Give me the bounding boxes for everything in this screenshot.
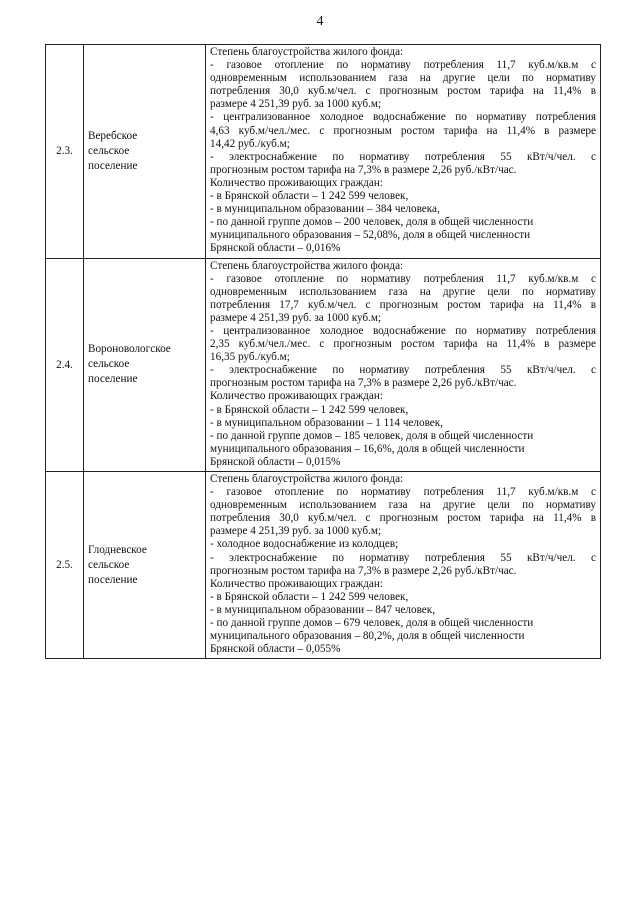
settlement-name-line: поселение [88, 159, 138, 172]
settlement-name-line: Вороновологское [88, 343, 171, 356]
description-line: 14,42 руб./куб.м; [210, 137, 290, 150]
description-line: - в Брянской области – 1 242 599 человек, [210, 403, 409, 416]
description-line: Брянской области – 0,016% [210, 242, 341, 255]
description-line: Степень благоустройства жилого фонда: [210, 259, 404, 272]
settlement-name-line: Глодневское [88, 543, 147, 556]
description-line: - в муниципальном образовании – 1 114 человек, [210, 416, 443, 429]
description-line: прогнозным ростом тарифа на 7,3% в размере 2,26 руб./кВт/час. [210, 163, 517, 176]
description-line: размере 4 251,39 руб. за 1000 куб.м; [210, 525, 382, 538]
settlement-name [84, 45, 206, 259]
housing-description [206, 45, 601, 259]
row-number: 2.5. [46, 472, 84, 659]
settlement-name [84, 258, 206, 472]
description-line: Количество проживающих граждан: [210, 577, 383, 590]
description-line: прогнозным ростом тарифа на 7,3% в размере 2,26 руб./кВт/час. [210, 564, 517, 577]
description-line: - централизованное холодное водоснабжение по нормативу потребления [210, 111, 596, 124]
description-line: - электроснабжение по нормативу потребления 55 кВт/ч/чел. с [210, 364, 596, 377]
description-line: - газовое отопление по нормативу потребления 11,7 куб.м/кв.м с [210, 272, 596, 285]
description-line: прогнозным ростом тарифа на 7,3% в размере 2,26 руб./кВт/час. [210, 377, 517, 390]
description-line: - по данной группе домов – 185 человек, доля в общей численности [210, 429, 534, 442]
table-row [46, 258, 601, 472]
housing-description [206, 472, 601, 659]
description-line: Количество проживающих граждан: [210, 176, 383, 189]
description-line: - газовое отопление по нормативу потребления 11,7 куб.м/кв.м с [210, 486, 596, 499]
description-line: 16,35 руб./куб.м; [210, 351, 290, 364]
settlement-name-line: Веребское [88, 129, 138, 142]
settlement-name-line: сельское [88, 358, 130, 371]
description-line: потребления 30,0 куб.м/чел. с прогнозным ростом тарифа на 11,4% в [210, 85, 596, 98]
description-line: потребления 17,7 куб.м/чел. с прогнозным ростом тарифа на 11,4% в [210, 298, 596, 311]
description-line: - холодное водоснабжение из колодцев; [210, 538, 399, 551]
description-line: - централизованное холодное водоснабжение по нормативу потребления [210, 324, 596, 337]
description-line: размере 4 251,39 руб. за 1000 куб.м; [210, 311, 382, 324]
settlement-name-line: поселение [88, 373, 138, 386]
description-line: одновременным использованием газа на другие цели по нормативу [210, 499, 596, 512]
description-line: Брянской области – 0,055% [210, 643, 341, 656]
description-line: - газовое отопление по нормативу потребления 11,7 куб.м/кв.м с [210, 59, 596, 72]
table-row [46, 472, 601, 659]
description-line: - электроснабжение по нормативу потребления 55 кВт/ч/чел. с [210, 551, 596, 564]
description-line: - в муниципальном образовании – 384 человека, [210, 203, 440, 216]
description-line: - в Брянской области – 1 242 599 человек, [210, 590, 409, 603]
description-line: Степень благоустройства жилого фонда: [210, 473, 404, 485]
description-line: одновременным использованием газа на другие цели по нормативу [210, 285, 596, 298]
description-line: муниципального образования – 52,08%, доля в общей численности [210, 229, 531, 242]
description-line: одновременным использованием газа на другие цели по нормативу [210, 72, 596, 85]
description-line: 2,35 куб.м/чел./мес. с прогнозным ростом тарифа на 11,4% в размере [210, 338, 596, 351]
settlement-name-line: поселение [88, 573, 138, 586]
settlements-table [45, 44, 601, 659]
table-row [46, 45, 601, 259]
settlement-name-line: сельское [88, 558, 130, 571]
row-number: 2.4. [46, 258, 84, 472]
description-line: - в муниципальном образовании – 847 человек, [210, 603, 436, 616]
description-line: размере 4 251,39 руб. за 1000 куб.м; [210, 98, 382, 111]
settlement-name-line: сельское [88, 144, 130, 157]
description-line: - по данной группе домов – 200 человек, доля в общей численности [210, 216, 534, 229]
description-line: - в Брянской области – 1 242 599 человек, [210, 190, 409, 203]
housing-description [206, 258, 601, 472]
description-line: - электроснабжение по нормативу потребления 55 кВт/ч/чел. с [210, 150, 596, 163]
description-line: - по данной группе домов – 679 человек, доля в общей численности [210, 617, 534, 630]
description-line: Степень благоустройства жилого фонда: [210, 46, 404, 58]
description-line: Количество проживающих граждан: [210, 390, 383, 403]
description-line: 4,63 куб.м/чел./мес. с прогнозным ростом тарифа на 11,4% в размере [210, 124, 596, 137]
description-line: потребления 30,0 куб.м/чел. с прогнозным ростом тарифа на 11,4% в [210, 512, 596, 525]
settlement-name [84, 472, 206, 659]
description-line: Брянской области – 0,015% [210, 455, 341, 468]
description-line: муниципального образования – 16,6%, доля в общей численности [210, 442, 525, 455]
description-line: муниципального образования – 80,2%, доля в общей численности [210, 630, 525, 643]
page-number: 4 [316, 14, 324, 29]
row-number: 2.3. [46, 45, 84, 259]
